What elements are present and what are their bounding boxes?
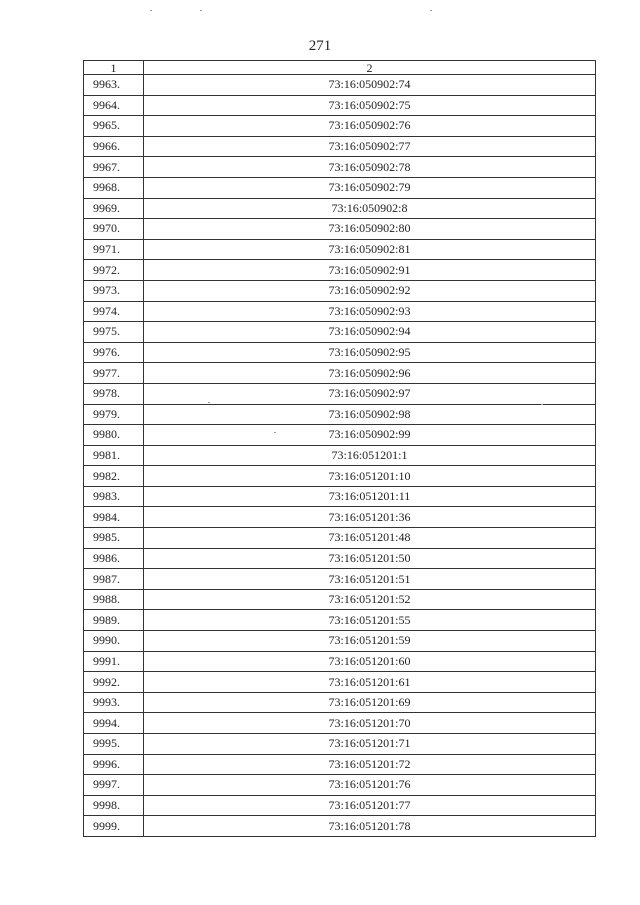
cadastral-number: 73:16:050902:8 — [144, 198, 596, 219]
table-row — [84, 775, 596, 796]
row-number: 9973. — [84, 280, 144, 301]
page-number: 271 — [308, 38, 332, 54]
row-number: 9994. — [84, 713, 144, 734]
table-row — [84, 322, 596, 343]
cadastral-number: 73:16:050902:97 — [144, 383, 596, 404]
cadastral-number: 73:16:050902:98 — [144, 404, 596, 425]
row-number: 9963. — [84, 75, 144, 96]
column-header-1: 1 — [84, 61, 144, 75]
scan-speck — [541, 404, 543, 405]
table-row — [84, 610, 596, 631]
cadastral-number: 73:16:050902:95 — [144, 342, 596, 363]
table-row — [84, 95, 596, 116]
table-row — [84, 507, 596, 528]
row-number: 9983. — [84, 486, 144, 507]
cadastral-number: 73:16:051201:72 — [144, 754, 596, 775]
table-row — [84, 651, 596, 672]
cadastral-number: 73:16:050902:75 — [144, 95, 596, 116]
cadastral-number: 73:16:050902:92 — [144, 280, 596, 301]
row-number: 9966. — [84, 136, 144, 157]
cadastral-number: 73:16:051201:48 — [144, 528, 596, 549]
cadastral-number: 73:16:050902:96 — [144, 363, 596, 384]
row-number: 9990. — [84, 631, 144, 652]
table-row — [84, 548, 596, 569]
row-number: 9998. — [84, 795, 144, 816]
table-row — [84, 404, 596, 425]
cadastral-number: 73:16:050902:74 — [144, 75, 596, 96]
table-row — [84, 734, 596, 755]
table-row — [84, 425, 596, 446]
table-row — [84, 816, 596, 837]
row-number: 9972. — [84, 260, 144, 281]
table-row — [84, 589, 596, 610]
cadastral-number: 73:16:051201:10 — [144, 466, 596, 487]
cadastral-number: 73:16:050902:80 — [144, 219, 596, 240]
table-row — [84, 569, 596, 590]
table-row — [84, 713, 596, 734]
row-number: 9971. — [84, 239, 144, 260]
row-number: 9968. — [84, 177, 144, 198]
row-number: 9970. — [84, 219, 144, 240]
table-row — [84, 75, 596, 96]
row-number: 9965. — [84, 116, 144, 137]
scan-speck — [208, 402, 210, 403]
row-number: 9976. — [84, 342, 144, 363]
cadastral-number: 73:16:050902:76 — [144, 116, 596, 137]
cadastral-number: 73:16:051201:50 — [144, 548, 596, 569]
cadastral-number: 73:16:051201:11 — [144, 486, 596, 507]
cadastral-number: 73:16:050902:93 — [144, 301, 596, 322]
table-row — [84, 280, 596, 301]
table-header-row — [84, 61, 596, 75]
table-row — [84, 136, 596, 157]
cadastral-number: 73:16:051201:36 — [144, 507, 596, 528]
cadastral-number: 73:16:051201:70 — [144, 713, 596, 734]
cadastral-number: 73:16:050902:77 — [144, 136, 596, 157]
cadastral-number: 73:16:050902:78 — [144, 157, 596, 178]
cadastral-number: 73:16:051201:1 — [144, 445, 596, 466]
row-number: 9996. — [84, 754, 144, 775]
cadastral-number: 73:16:051201:59 — [144, 631, 596, 652]
row-number: 9988. — [84, 589, 144, 610]
cadastral-number: 73:16:051201:78 — [144, 816, 596, 837]
row-number: 9987. — [84, 569, 144, 590]
row-number: 9989. — [84, 610, 144, 631]
row-number: 9979. — [84, 404, 144, 425]
table-row — [84, 363, 596, 384]
table-row — [84, 157, 596, 178]
row-number: 9982. — [84, 466, 144, 487]
table-row — [84, 631, 596, 652]
table-row — [84, 301, 596, 322]
row-number: 9991. — [84, 651, 144, 672]
table-row — [84, 260, 596, 281]
table-row — [84, 528, 596, 549]
row-number: 9984. — [84, 507, 144, 528]
column-header-2: 2 — [144, 61, 596, 75]
row-number: 9993. — [84, 692, 144, 713]
table-row — [84, 486, 596, 507]
row-number: 9964. — [84, 95, 144, 116]
cadastral-number: 73:16:051201:60 — [144, 651, 596, 672]
row-number: 9981. — [84, 445, 144, 466]
cadastral-number: 73:16:050902:91 — [144, 260, 596, 281]
cadastral-number: 73:16:051201:71 — [144, 734, 596, 755]
row-number: 9975. — [84, 322, 144, 343]
cadastral-number: 73:16:050902:94 — [144, 322, 596, 343]
cadastral-number: 73:16:050902:81 — [144, 239, 596, 260]
table-row — [84, 672, 596, 693]
table-row — [84, 342, 596, 363]
cadastral-number: 73:16:051201:61 — [144, 672, 596, 693]
table-row — [84, 795, 596, 816]
table-row — [84, 239, 596, 260]
scan-speck — [274, 432, 276, 433]
table-row — [84, 445, 596, 466]
cadastral-table — [83, 60, 596, 837]
table-row — [84, 466, 596, 487]
row-number: 9997. — [84, 775, 144, 796]
row-number: 9969. — [84, 198, 144, 219]
scan-speck — [150, 10, 152, 11]
row-number: 9977. — [84, 363, 144, 384]
table-row — [84, 177, 596, 198]
row-number: 9985. — [84, 528, 144, 549]
table-row — [84, 383, 596, 404]
cadastral-number: 73:16:051201:69 — [144, 692, 596, 713]
table-row — [84, 116, 596, 137]
table-row — [84, 219, 596, 240]
row-number: 9999. — [84, 816, 144, 837]
cadastral-number: 73:16:051201:51 — [144, 569, 596, 590]
table-body — [84, 75, 596, 837]
table-row — [84, 754, 596, 775]
scan-speck — [200, 10, 202, 11]
row-number: 9992. — [84, 672, 144, 693]
scan-speck — [430, 10, 432, 11]
row-number: 9978. — [84, 383, 144, 404]
row-number: 9967. — [84, 157, 144, 178]
cadastral-number: 73:16:051201:76 — [144, 775, 596, 796]
cadastral-number: 73:16:051201:77 — [144, 795, 596, 816]
cadastral-number: 73:16:051201:55 — [144, 610, 596, 631]
row-number: 9974. — [84, 301, 144, 322]
table-row — [84, 198, 596, 219]
cadastral-number: 73:16:051201:52 — [144, 589, 596, 610]
cadastral-number: 73:16:050902:99 — [144, 425, 596, 446]
row-number: 9986. — [84, 548, 144, 569]
row-number: 9995. — [84, 734, 144, 755]
table-row — [84, 692, 596, 713]
cadastral-number: 73:16:050902:79 — [144, 177, 596, 198]
row-number: 9980. — [84, 425, 144, 446]
